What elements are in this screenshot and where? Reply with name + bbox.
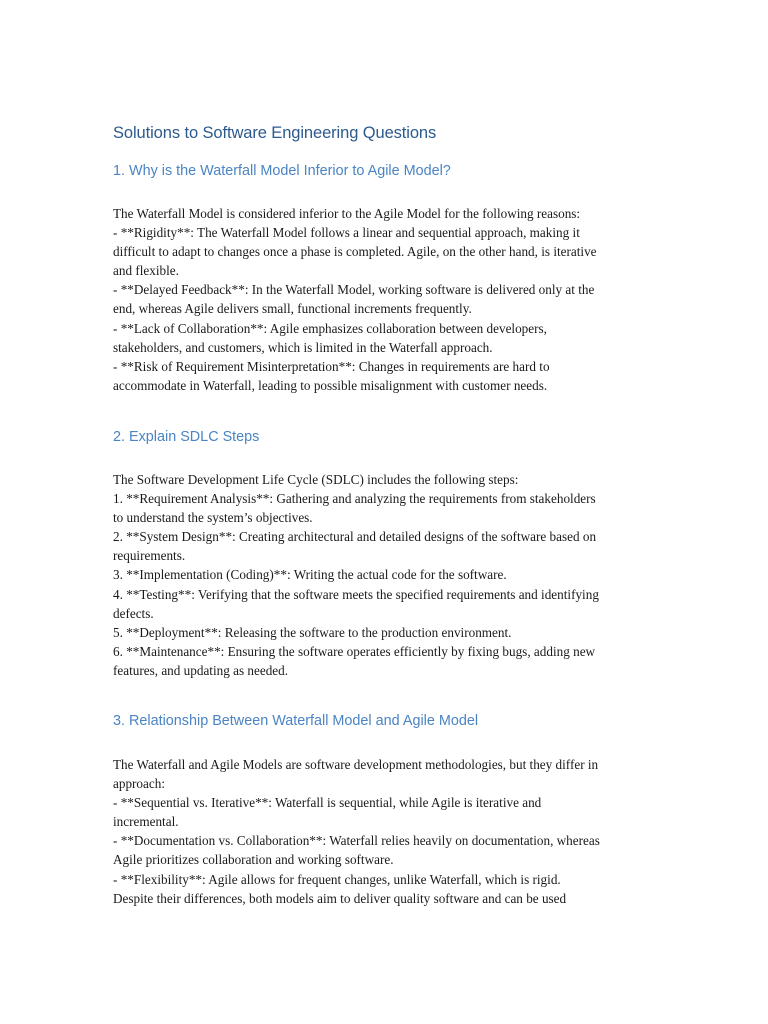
paragraph-line: - **Lack of Collaboration**: Agile emphasizes collaboration between developers, xyxy=(113,320,547,336)
section-2-heading: 2. Explain SDLC Steps xyxy=(113,429,260,445)
paragraph-line: 5. **Deployment**: Releasing the software to the production environment. xyxy=(113,624,512,640)
paragraph-line: incremental. xyxy=(113,814,179,830)
paragraph-line: end, whereas Agile delivers small, functional increments frequently. xyxy=(113,301,472,317)
section-1-heading: 1. Why is the Waterfall Model Inferior to Agile Model? xyxy=(113,163,451,179)
document-content xyxy=(113,0,658,1024)
paragraph-line: approach: xyxy=(113,776,165,792)
paragraph-line: to understand the system’s objectives. xyxy=(113,510,313,526)
paragraph-line: defects. xyxy=(113,605,154,621)
paragraph-line: - **Sequential vs. Iterative**: Waterfall is sequential, while Agile is iterative and xyxy=(113,795,542,811)
paragraph-line: accommodate in Waterfall, leading to possible misalignment with customer needs. xyxy=(113,377,548,393)
document-title: Solutions to Software Engineering Questions xyxy=(113,124,437,142)
paragraph-line: - **Flexibility**: Agile allows for frequent changes, unlike Waterfall, which is rigid. xyxy=(113,871,561,887)
paragraph-line: 1. **Requirement Analysis**: Gathering and analyzing the requirements from stakeholders xyxy=(113,491,596,507)
paragraph-line: and flexible. xyxy=(113,263,179,279)
paragraph-line: - **Documentation vs. Collaboration**: Waterfall relies heavily on documentation, whereas xyxy=(113,833,600,849)
paragraph-line: Agile prioritizes collaboration and working software. xyxy=(113,852,394,868)
paragraph-line: 4. **Testing**: Verifying that the software meets the specified requirements and identifying xyxy=(113,586,599,602)
paragraph-line: The Waterfall Model is considered inferior to the Agile Model for the following reasons: xyxy=(113,206,581,221)
paragraph-line: - **Rigidity**: The Waterfall Model follows a linear and sequential approach, making it xyxy=(113,225,580,241)
paragraph-line: - **Risk of Requirement Misinterpretation**: Changes in requirements are hard to xyxy=(113,358,550,374)
paragraph-line: 6. **Maintenance**: Ensuring the software operates efficiently by fixing bugs, adding new xyxy=(113,643,596,659)
paragraph-line: - **Delayed Feedback**: In the Waterfall Model, working software is delivered only at the xyxy=(113,282,595,298)
paragraph-line: stakeholders, and customers, which is limited in the Waterfall approach. xyxy=(113,339,493,355)
paragraph-line: The Software Development Life Cycle (SDLC) includes the following steps: xyxy=(113,472,519,487)
paragraph-line: difficult to adapt to changes once a phase is completed. Agile, on the other hand, is iterative xyxy=(113,244,597,260)
paragraph-line: Despite their differences, both models aim to deliver quality software and can be used xyxy=(113,890,567,906)
section-1-body xyxy=(113,204,658,395)
section-3-body xyxy=(113,755,658,908)
paragraph-line: 2. **System Design**: Creating architectural and detailed designs of the software based on xyxy=(113,529,597,545)
paragraph-line: requirements. xyxy=(113,548,186,564)
paragraph-line: The Waterfall and Agile Models are software development methodologies, but they differ in xyxy=(113,757,599,772)
paragraph-line: features, and updating as needed. xyxy=(113,662,289,678)
section-3-heading: 3. Relationship Between Waterfall Model and Agile Model xyxy=(113,713,479,729)
paragraph-line: 3. **Implementation (Coding)**: Writing the actual code for the software. xyxy=(113,567,507,583)
section-2-body xyxy=(113,470,658,680)
